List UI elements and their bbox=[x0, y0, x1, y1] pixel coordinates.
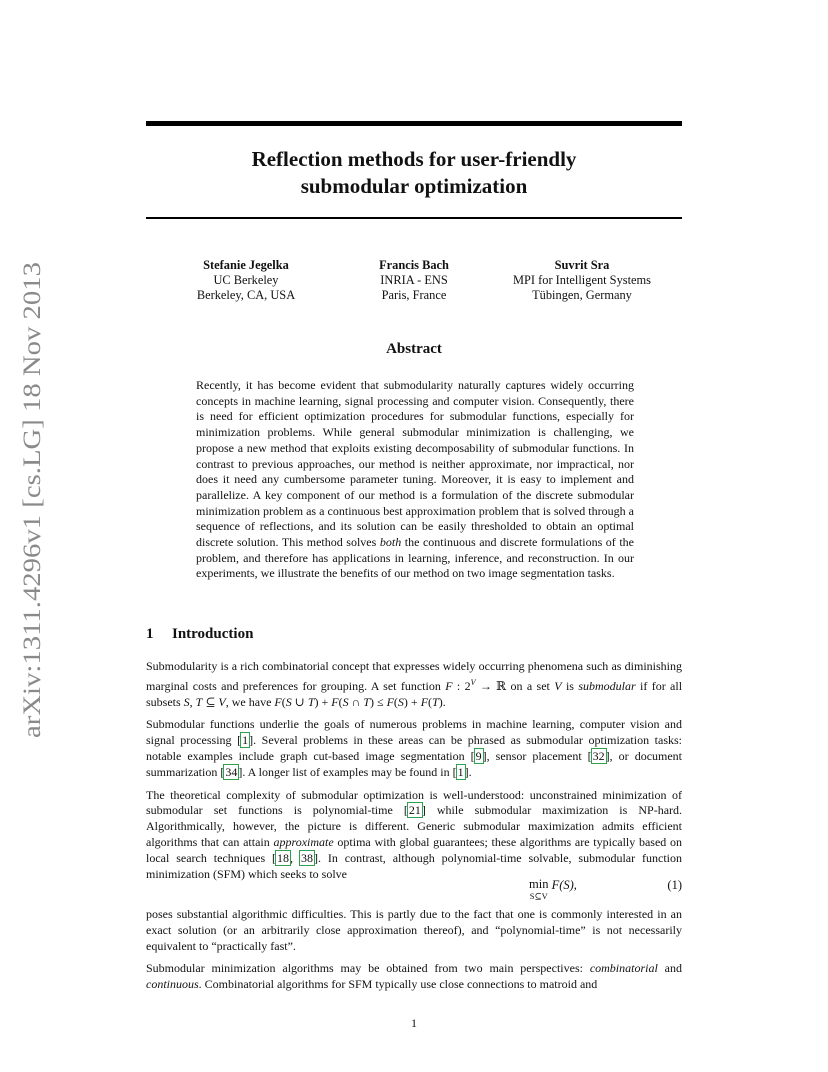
author-1 bbox=[146, 258, 346, 303]
arxiv-stamp bbox=[6, 260, 50, 740]
para1-text-a: Submodularity is a rich combinatorial concept that expresses widely occurring phenomena such as diminishing marginal costs and preferences for grouping. A set function bbox=[146, 659, 682, 693]
equation-body: F(S), bbox=[551, 878, 577, 892]
citation-link[interactable]: 1 bbox=[242, 733, 249, 748]
paragraph-3: The theoretical complexity of submodular optimization is well-understood: unconstrained minimization of submodular set functions is polynomial-time [21] while submodular maximization is NP-hard. Algorithmically, however, the picture is different. Generic submodular maximization admits efficient algorithms that can attain approximate optima with global guarantees; these algorithms are typically based on local search techniques [18, 38]. In contrast, although polynomial-time solvable, submodular function minimization (SFM) which seeks to solve bbox=[146, 787, 683, 881]
intro-body bbox=[146, 659, 682, 889]
author-location: Tübingen, Germany bbox=[532, 288, 632, 302]
para1-text-d: if for all subsets bbox=[146, 678, 683, 709]
author-name: Francis Bach bbox=[379, 258, 449, 272]
abstract-part-2: the continuous and discrete formulations of the problem, and therefore has applications in learning, inference, and reconstruction. In our experiments, we illustrate the benefits of our method on two image segmentation tasks. bbox=[196, 535, 635, 581]
citation-link[interactable]: 1 bbox=[457, 764, 464, 779]
author-affiliation: INRIA - ENS bbox=[380, 273, 448, 287]
para2-text-a: Submodular functions underlie the goals of numerous problems in machine learning, computer vision and signal processing bbox=[146, 717, 682, 748]
page-number: 1 bbox=[411, 1016, 417, 1030]
title-line-2: submodular optimization bbox=[300, 174, 528, 198]
author-name: Stefanie Jegelka bbox=[203, 258, 289, 272]
abstract-text bbox=[196, 378, 634, 582]
section-title: Introduction bbox=[172, 626, 254, 642]
section-number: 1 bbox=[146, 626, 154, 642]
bottom-rule bbox=[146, 217, 682, 219]
para5-combinatorial: combinatorial bbox=[589, 961, 658, 976]
para1-submodular: submodular bbox=[578, 678, 636, 693]
paragraph-5 bbox=[146, 961, 682, 993]
para3-text-a: The theoretical complexity of submodular optimization is well-understood: unconstrained minimization of submodular set functions is polynomial-time bbox=[146, 787, 682, 818]
author-name: Suvrit Sra bbox=[554, 258, 610, 272]
arxiv-stamp-text: arXiv:1311.4296v1 [cs.LG] 18 Nov 2013 bbox=[19, 323, 46, 738]
para2-text-b: . Several problems in these areas can be phrased as submodular optimization tasks: notable examples include graph cut-based image segmentation bbox=[146, 733, 682, 763]
para3-text-c: optima with global guarantees; these algorithms are typically based on local search techniques bbox=[146, 834, 683, 865]
para3-approximate: approximate bbox=[273, 834, 334, 849]
abstract-part-1: Recently, it has become evident that submodularity naturally captures widely occurring concepts in machine learning, signal processing and computer vision. Consequently, there is need for efficient optimization procedures for submodular functions, especially for minimization problems. While general submodular minimization is challenging, we propose a new method that exploits existing decomposability of submodular functions. In contrast to previous approaches, our method is neither approximate, nor impractical, nor does it need any cumbersome parameter tuning. Moreover, it is easy to implement and parallelize. A key component of our method is a formulation of the discrete submodular minimization problem as a continuous best approximation problem that is solved through a sequence of reflections, and its solution can be easily thresholded to obtain an optimal discrete solution. This method solves bbox=[196, 378, 634, 550]
citation-link[interactable]: 18 bbox=[277, 850, 290, 865]
para1-text-e: , we have bbox=[225, 694, 272, 709]
para2-text-d: , or document summarization bbox=[146, 748, 683, 779]
citation-link[interactable]: 32 bbox=[592, 748, 605, 763]
author-location: Paris, France bbox=[381, 288, 447, 302]
para1-text-c: is bbox=[565, 678, 574, 693]
paper-title bbox=[146, 146, 682, 200]
equation-1 bbox=[146, 874, 682, 904]
equation-min-operator bbox=[529, 878, 548, 902]
author-3 bbox=[482, 258, 682, 303]
para2-text-e: . A longer list of examples may be found in bbox=[242, 764, 450, 779]
citation-link[interactable]: 21 bbox=[408, 803, 421, 818]
author-location: Berkeley, CA, USA bbox=[196, 288, 296, 302]
para3-text-b: while submodular maximization is NP-hard. Algorithmically, however, the picture is different. Generic submodular maximization admits efficient algorithms that can attain bbox=[146, 803, 683, 849]
citation-link[interactable]: 9 bbox=[475, 748, 482, 763]
equation-op: min bbox=[529, 877, 549, 891]
para2-text-f: . bbox=[468, 764, 472, 779]
para5-text-a: Submodular minimization algorithms may be obtained from two main perspectives: bbox=[146, 961, 583, 976]
para5-text-b: . Combinatorial algorithms for SFM typically use close connections to matroid and bbox=[198, 977, 598, 992]
arxiv-stamp-graphic bbox=[6, 260, 50, 740]
para5-and: and bbox=[664, 961, 682, 976]
abstract-emphasis: both bbox=[379, 535, 402, 550]
para3-text-d: . In contrast, although polynomial-time solvable, submodular function minimization (SFM) which seeks to solve bbox=[146, 850, 683, 881]
para5-continuous: continuous bbox=[146, 977, 199, 992]
abstract-heading: Abstract bbox=[386, 341, 442, 357]
citation-link[interactable]: 34 bbox=[225, 764, 238, 779]
equation-number: (1) bbox=[667, 878, 682, 892]
equation-subscript: S⊆V bbox=[529, 891, 548, 901]
author-affiliation: MPI for Intelligent Systems bbox=[512, 273, 651, 287]
author-block bbox=[146, 258, 682, 303]
para2-text-c: , sensor placement bbox=[486, 748, 582, 763]
section-heading bbox=[146, 626, 253, 643]
citation-link[interactable]: 38 bbox=[300, 850, 313, 865]
author-affiliation: UC Berkeley bbox=[213, 273, 279, 287]
para1-text-b: on a set bbox=[510, 678, 550, 693]
paragraph-2: Submodular functions underlie the goals of numerous problems in machine learning, computer vision and signal processing [1]. Several problems in these areas can be phrased as submodular optimization tasks: notable examples include graph cut-based image segmentation [9], sensor placement [32], or document summarization [34]. A longer list of examples may be found in [1]. bbox=[146, 717, 683, 779]
paragraph-1: Submodularity is a rich combinatorial concept that expresses widely occurring phenomena such as diminishing marginal costs and preferences for grouping. A set function F : $2^V$ → ℝ on a set V is submodular if for all subsets S, T ⊆ V, we have F(S ∪ T) + F(S ∩ T) ≤ F(S) + F(T). bbox=[146, 659, 683, 709]
author-2 bbox=[346, 258, 482, 303]
top-rule bbox=[146, 121, 682, 126]
paragraph-4: poses substantial algorithmic difficulties. This is partly due to the fact that one is commonly interested in an exact solution (or an arbitrarily close approximation thereof), and “polynomial-time” is not necessarily equivalent to “practically fast”. bbox=[146, 907, 682, 953]
intro-body-continued bbox=[146, 907, 682, 1000]
equation-expression bbox=[529, 878, 577, 902]
title-line-1: Reflection methods for user-friendly bbox=[251, 147, 577, 171]
